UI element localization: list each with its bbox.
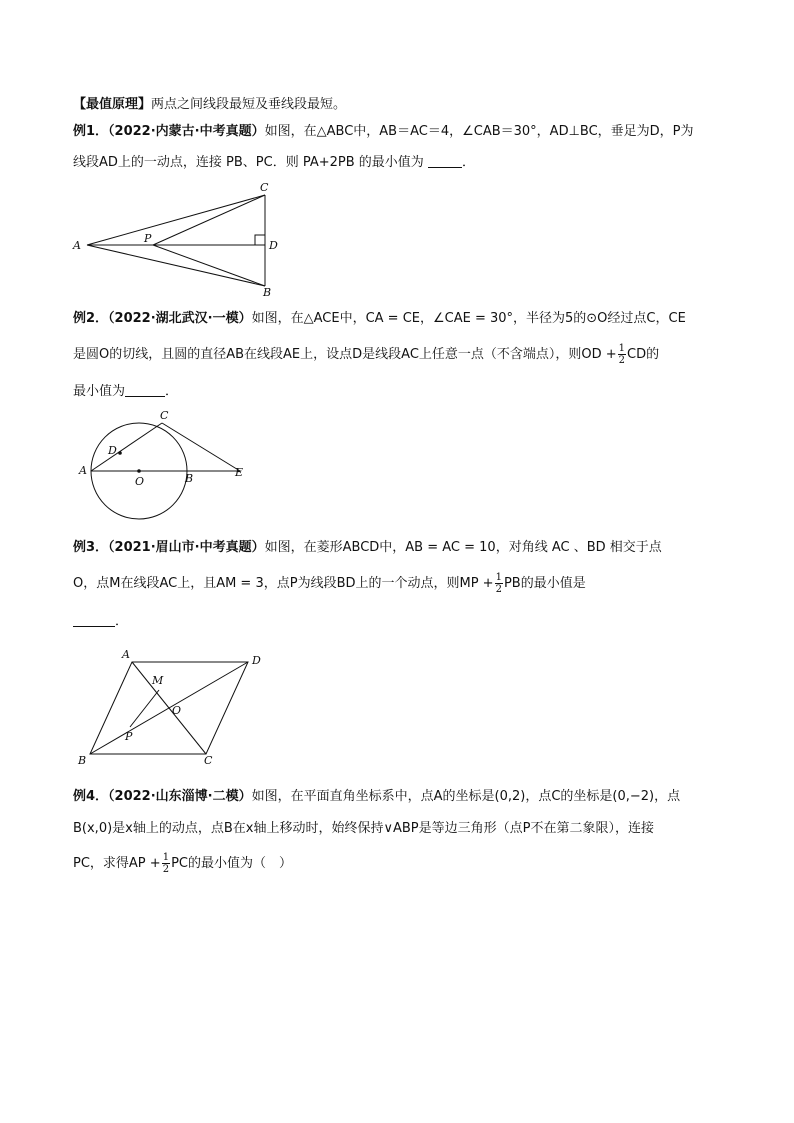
ex3-frac-num: 1 xyxy=(495,572,502,583)
ex4-source: （2022·山东淄博·二模） xyxy=(108,789,252,804)
ex4-frac-den: 2 xyxy=(162,864,170,875)
ex1-segment-pc xyxy=(153,195,265,245)
ex2-text-3: 最小值为 xyxy=(73,384,126,399)
principle-title: 【最值原理】 xyxy=(73,97,152,112)
ex2-text-2a: 是圆O的切线，且圆的直径AB在线段AE上，设点D是线段AC上任意一点（不含端点），则OD + xyxy=(73,347,617,362)
ex2-point-a: A xyxy=(79,464,87,477)
ex3-answer-blank xyxy=(73,612,115,627)
ex3-figure xyxy=(70,645,275,770)
ex1-segment-ac xyxy=(87,195,265,245)
ex3-diagonal-bd xyxy=(90,662,248,754)
ex2-point-d: D xyxy=(108,444,117,457)
ex1-point-b: B xyxy=(263,286,272,298)
ex4-text-3b: PC的最小值为（ ） xyxy=(171,856,292,871)
ex3-text-2a: O，点M在线段AC上，且AM = 3，点P为线段BD上的一个动点，则MP + xyxy=(73,576,494,591)
ex1-end: ． xyxy=(461,155,475,170)
ex2-point-b: B xyxy=(185,472,194,485)
ex2-text-2b: CD的 xyxy=(627,347,660,362)
ex1-answer-blank xyxy=(428,153,462,168)
ex3-point-a: A xyxy=(122,648,130,661)
ex2-frac-den: 2 xyxy=(618,355,626,366)
ex3-line1 xyxy=(73,534,723,561)
ex1-line1 xyxy=(73,118,723,145)
ex3-point-p: P xyxy=(125,730,133,743)
ex1-label: 例1． xyxy=(73,124,109,139)
ex4-line2 xyxy=(73,815,723,842)
ex3-text-1: 如图，在菱形ABCD中，AB = AC = 10，对角线 AC 、BD 相交于点 xyxy=(264,540,662,555)
ex1-text-1: 如图，在△ABC中，AB＝AC＝4，∠CAB＝30°，AD⊥BC，垂足为D，P为 xyxy=(264,124,694,139)
ex3-end: ． xyxy=(115,614,129,629)
ex4-label: 例4． xyxy=(73,789,109,804)
ex1-segment-ab xyxy=(87,245,265,286)
ex4-text-2: B(x,0)是x轴上的动点，点B在x轴上移动时，始终保持∨ABP是等边三角形（点P不在第二象限），连接 xyxy=(73,821,654,836)
ex2-center-dot xyxy=(137,469,141,473)
ex2-end: ． xyxy=(165,384,179,399)
ex2-frac-num: 1 xyxy=(618,343,626,354)
ex4-text-1: 如图，在平面直角坐标系中，点A的坐标是(0,2)，点C的坐标是(0,−2)，点 xyxy=(251,789,681,804)
ex3-fraction xyxy=(495,572,503,595)
ex4-frac-num: 1 xyxy=(162,852,170,863)
ex3-frac-den: 2 xyxy=(495,584,502,595)
ex1-text-2: 线段AD上的一动点，连接 PB、PC．则 PA+2PB 的最小值为 xyxy=(73,155,424,170)
ex2-segment-ac xyxy=(91,423,162,471)
ex4-text-3a: PC，求得AP + xyxy=(73,856,161,871)
principle-text: 两点之间线段最短及垂线段最短。 xyxy=(151,97,347,112)
ex1-source: （2022·内蒙古·中考真题） xyxy=(108,124,265,139)
ex3-point-b: B xyxy=(78,754,87,767)
ex1-line2 xyxy=(73,149,723,176)
ex3-line2 xyxy=(73,570,723,597)
ex2-line2 xyxy=(73,341,723,368)
ex3-line3 xyxy=(73,608,723,635)
ex3-segment-mp xyxy=(130,690,159,727)
ex2-point-o: O xyxy=(135,475,145,488)
principle-paragraph xyxy=(73,91,723,118)
ex1-figure xyxy=(65,178,295,298)
ex3-point-d: D xyxy=(252,654,261,667)
ex2-figure xyxy=(75,410,265,525)
ex1-point-p: P xyxy=(144,232,152,245)
ex2-point-c: C xyxy=(160,410,169,422)
ex4-line3 xyxy=(73,850,723,877)
ex3-point-c: C xyxy=(204,754,213,767)
ex3-point-o: O xyxy=(172,704,182,717)
ex2-label: 例2． xyxy=(73,311,109,326)
ex2-fraction xyxy=(618,343,626,366)
ex2-answer-blank xyxy=(125,382,165,397)
ex2-text-1: 如图，在△ACE中，CA = CE，∠CAE = 30°，半径为5的⊙O经过点C，CE xyxy=(251,311,686,326)
ex2-source: （2022·湖北武汉·一模） xyxy=(108,311,252,326)
ex1-point-c: C xyxy=(260,181,269,194)
ex3-text-2b: PB的最小值是 xyxy=(503,576,586,591)
ex2-point-e: E xyxy=(235,466,244,479)
ex4-fraction xyxy=(162,852,170,875)
ex1-point-a: A xyxy=(73,239,81,252)
ex2-point-d-dot xyxy=(118,451,122,455)
ex4-line1 xyxy=(73,783,723,810)
ex3-source: （2021·眉山市·中考真题） xyxy=(108,540,265,555)
ex2-line1 xyxy=(73,305,723,332)
ex2-segment-ce xyxy=(162,423,240,471)
ex3-point-m: M xyxy=(152,674,164,687)
ex1-point-d: D xyxy=(269,239,278,252)
ex1-segment-pb xyxy=(153,245,265,286)
ex3-label: 例3． xyxy=(73,540,109,555)
ex2-line3 xyxy=(73,378,723,405)
ex1-right-angle-mark xyxy=(255,235,265,245)
